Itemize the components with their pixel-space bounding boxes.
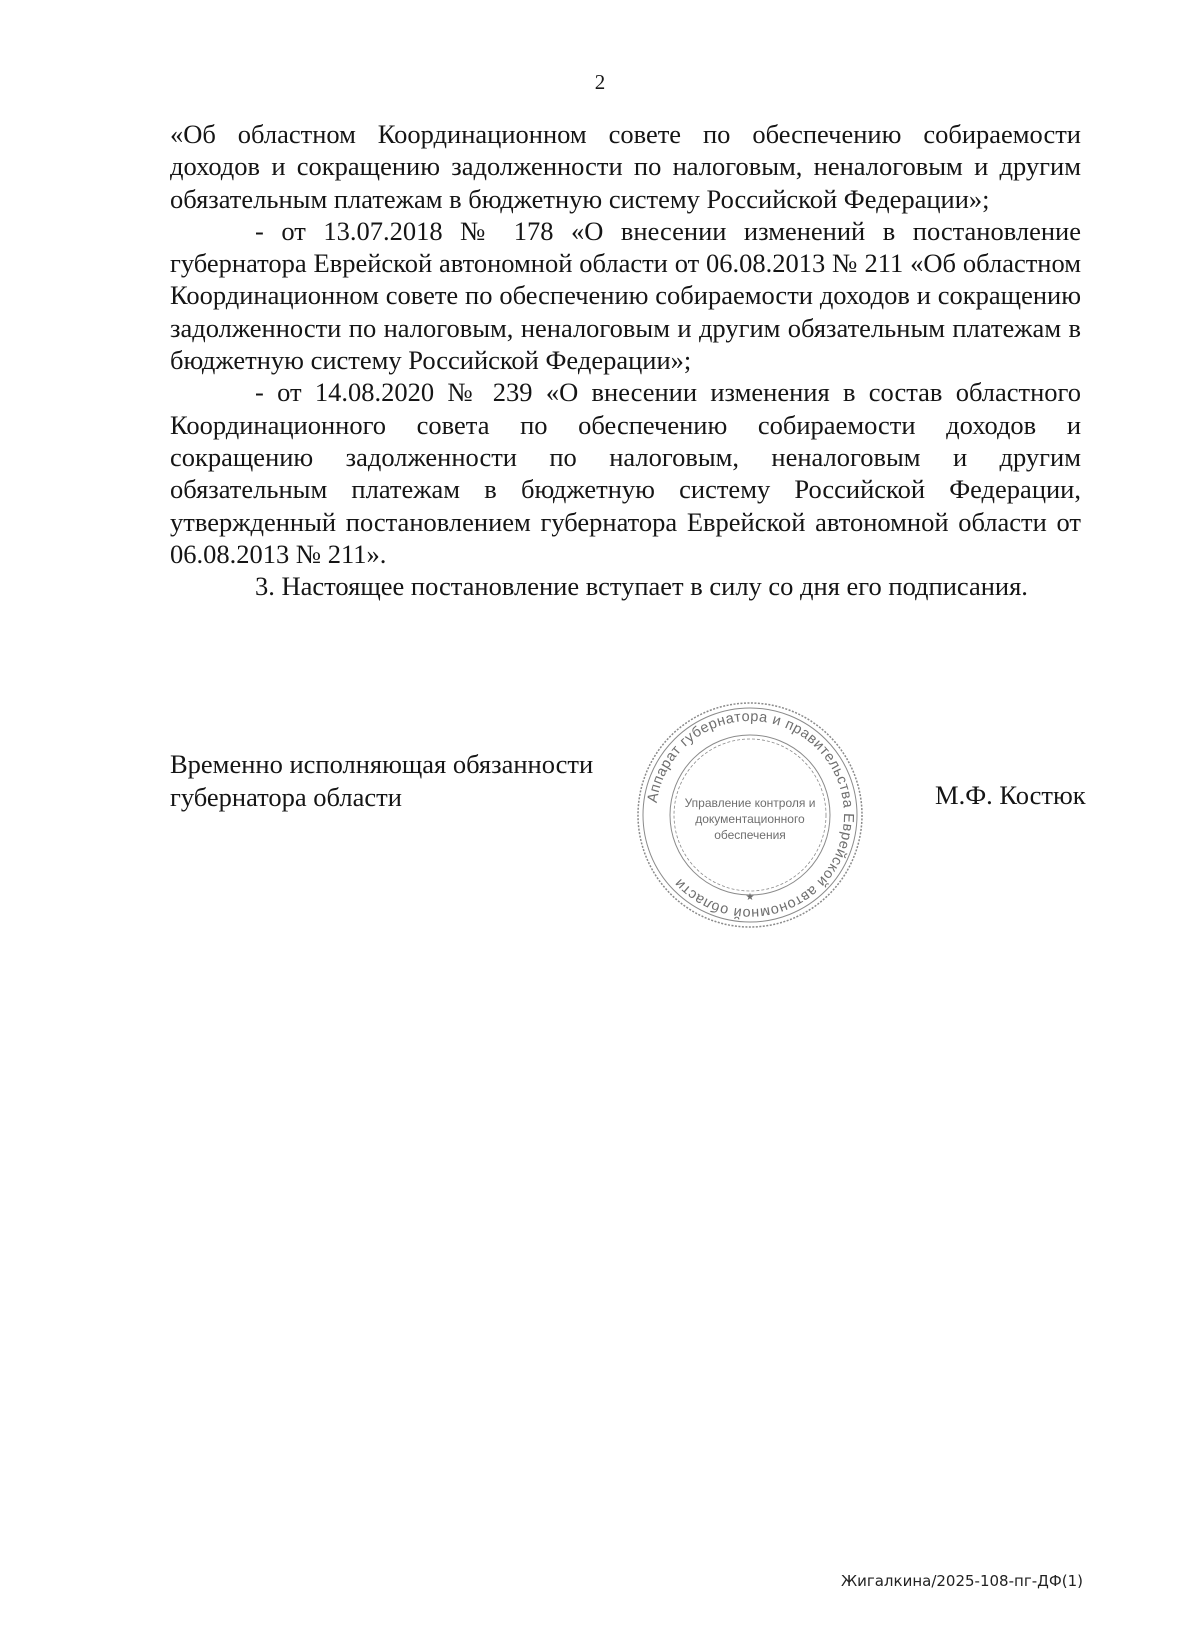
seal-star-icon: ★ xyxy=(745,892,755,903)
seal-outer-text: Аппарат губернатора и правительства Еврейской автономной области xyxy=(644,708,857,922)
signatory-name: М.Ф. Костюк xyxy=(935,780,1086,810)
seal-inner-line-1: Управление контроля и xyxy=(684,796,816,810)
seal-inner-line-2: документационного xyxy=(695,812,805,826)
paragraph-amendment-2018: - от 13.07.2018 № 178 «О внесении изменений в постановление губернатора Еврейской автономной области от 06.08.2013 № 211 «Об областном Координационном совете по обеспечению собираемости доходов и сокращению задолженности по налоговым, неналоговым и другим обязательным платежам в бюджетную систему Российской Федерации»; xyxy=(170,215,1081,376)
paragraph-amendment-2020: - от 14.08.2020 № 239 «О внесении изменения в состав областного Координационного совета по обеспечению собираемости доходов и сокращению задолженности по налоговым, неналоговым и другим обязательным платежам в бюджетную систему Российской Федерации, утвержденный постановлением губернатора Еврейской автономной области от 06.08.2013 № 211». xyxy=(170,377,1081,569)
signature-role xyxy=(170,748,593,814)
signature-role-line-1: Временно исполняющая обязанности xyxy=(170,749,594,779)
paragraph-effective-clause: 3. Настоящее постановление вступает в силу со дня его подписания. xyxy=(255,571,1028,602)
document-reference: Жигалкина/2025-108-пг-ДФ(1) xyxy=(840,1572,1083,1590)
official-seal xyxy=(635,700,865,930)
seal-inner-line-3: обеспечения xyxy=(714,828,786,842)
page-number: 2 xyxy=(594,70,606,94)
paragraph-continuation: «Об областном Координационном совете по обеспечению собираемости доходов и сокращению задолженности по налоговым, неналоговым и другим обязательным платежам в бюджетную систему Российской Федерации»; xyxy=(170,119,1081,214)
signature-role-line-2: губернатора области xyxy=(170,782,402,812)
document-body xyxy=(170,118,1081,602)
